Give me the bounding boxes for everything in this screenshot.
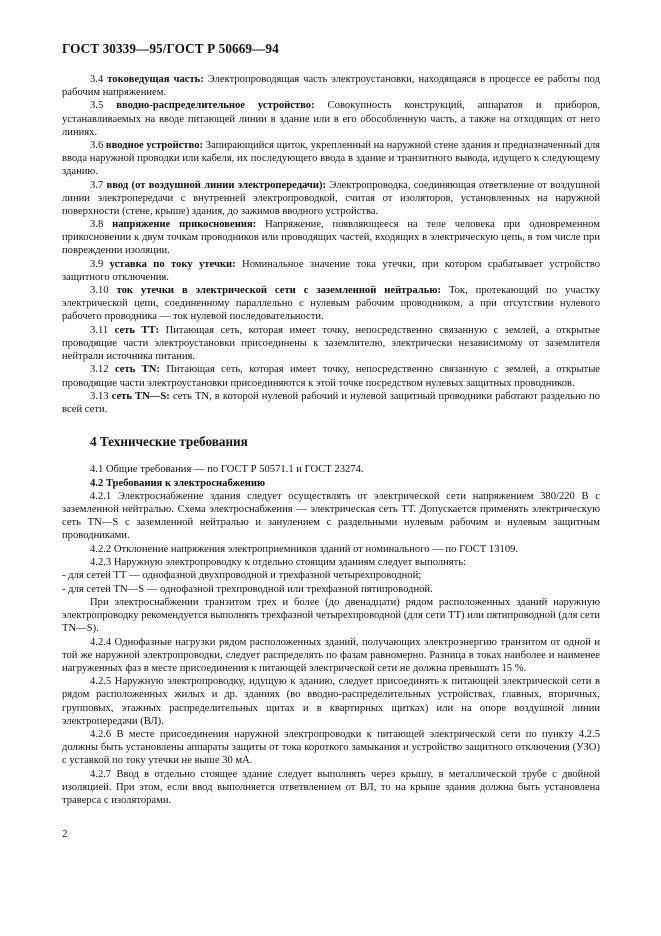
- clause-4-2-5: 4.2.5 Наружную электропроводку, идущую к зданию, следует присоединять к питающей электрической сети в рядом расположенных жилых и др. зданиях (во вводно-распределительных устройствах, главных, вторичных, групповых, этажных распределительных щитах и в квартирных щитках) или на опоре воздушной линии электропередачи (ВЛ).: [62, 676, 600, 727]
- clause-4-2-1: 4.2.1 Электроснабжение здания следует осуществлять от электрической сети напряжением 380/220 В с заземленной нейтралью. Схема электроснабжения — электрическая сеть ТТ. Допускается применять электрическую сеть TN—S с заземленной нейтралью и занулением с раздельными нулевым рабочим и нулевым защитным проводниками.: [62, 490, 600, 542]
- document-body: [62, 73, 600, 807]
- page-header: ГОСТ 30339—95/ГОСТ Р 50669—94: [62, 41, 279, 56]
- clause-4-2-3: 4.2.3 Наружную электропроводку к отдельно стоящим зданиям следует выполнять:: [90, 557, 467, 569]
- clause-4-2-4: 4.2.4 Однофазные нагрузки рядом расположенных зданий, получающих электроэнергию транзитом от одной и той же наружной электропроводки, следует распределять по фазам равномерно. Разница в токах наиболее и наименее нагруженных фаз в месте присоединения к питающей электрической сети не должна превышать 15 %.: [62, 636, 600, 674]
- definitions-list: [62, 73, 600, 416]
- subsection-heading-4-2: 4.2 Требования к электроснабжению: [90, 477, 266, 489]
- clause-4-2-7: 4.2.7 Ввод в отдельно стоящее здание следует выполнять через крышу, в металлической трубе с двойной изоляцией. При этом, если ввод выполняется ответвлением от ВЛ, то на крыше здания должна быть установлена траверса с изоляторами.: [62, 768, 600, 806]
- page-number: 2: [62, 828, 68, 840]
- definition-3-5: 3.5 вводно-распределительное устройство: Совокупность конструкций, аппаратов и приборов, устанавливаемых на вводе питающей линии в здание или в его обособленную часть, а также на отходящих от него линиях.: [62, 100, 601, 138]
- definition-3-7: 3.7 ввод (от воздушной линии электропередачи): Электропроводка, соединяющая ответвление от воздушной линии электропередачи с внутренней электропроводкой, считая от изоляторов, установленных на наружной поверхности (стене, крыше) здания, до зажимов вводного устройства.: [62, 179, 600, 217]
- definition-3-10: 3.10 ток утечки в электрической сети с заземленной нейтралью: Ток, протекающий по участку электрической цепи, соединенному параллельно с нулевым рабочим проводником, а при отсутствии нулевого рабочего проводника — ток нулевой последовательности.: [62, 285, 601, 323]
- definition-3-11: 3.11 сеть ТТ: Питающая сеть, которая имеет точку, непосредственно связанную с землей, а открытые проводящие части электроустановки присоединены к заземлителю, электрически независимому от заземлителя нейтрали источника питания.: [62, 324, 600, 363]
- definition-3-4: 3.4 токоведущая часть: Электропроводящая часть электроустановки, находящаяся в процессе ее работы под рабочим напряжением.: [62, 74, 600, 99]
- definition-3-8: 3.8 напряжение прикосновения: Напряжение, появляющееся на теле человека при одновременном прикосновении к двум точкам проводников или проводящих частей, входящих в электрическую цепь, в том числе при повреждении изоляции.: [62, 219, 600, 257]
- definition-3-13: 3.13 сеть TN—S: сеть TN, в которой нулевой рабочий и нулевой защитный проводники работают раздельно по всей сети.: [62, 390, 601, 416]
- definition-3-6: 3.6 вводное устройство: Запирающийся щиток, укрепленный на наружной стене здания и предназначенный для ввода наружной проводки или кабеля, их последующего ввода в здание и транзитного вывода, идущего к следующему зданию.: [62, 140, 601, 178]
- clause-4-1: 4.1 Общие требования — по ГОСТ Р 50571.1 и ГОСТ 23274.: [90, 464, 364, 476]
- definition-3-9: 3.9 уставка по току утечки: Номинальное значение тока утечки, при котором срабатывает устройство защитного отключения.: [62, 258, 600, 283]
- clause-4-2-2: 4.2.2 Отклонение напряжения электроприемников зданий от номинального — по ГОСТ 13109.: [90, 543, 519, 555]
- list-item-tt: - для сетей ТТ — однофазной двухпроводной и трехфазной четырехпроводной;: [62, 570, 422, 582]
- section-heading: 4 Технические требования: [90, 434, 248, 450]
- clause-4-2-3-transit: При электроснабжении транзитом трех и более (до двенадцати) рядом расположенных зданий наружную электропроводку рекомендуется выполнять трехфазной четырехпроводной (для сети ТТ) или пятипроводной (для сети TN—S).: [62, 597, 600, 635]
- list-item-tn-s: - для сетей TN—S — однофазной трехпроводной или трехфазной пятипроводной.: [62, 583, 433, 595]
- definition-3-12: 3.12 сеть TN: Питающая сеть, которая имеет точку, непосредственно связанную с землей, а открытые проводящие части электроустановки присоединяются к этой точке посредством нулевых защитных проводников.: [62, 364, 601, 389]
- clause-4-2-6: 4.2.6 В месте присоединения наружной электропроводки к питающей электрической сети по пункту 4.2.5 должны быть установлены аппараты защиты от тока короткого замыкания и устройство защитного отключения (УЗО) с уставкой по току утечки не выше 30 мА.: [62, 729, 600, 767]
